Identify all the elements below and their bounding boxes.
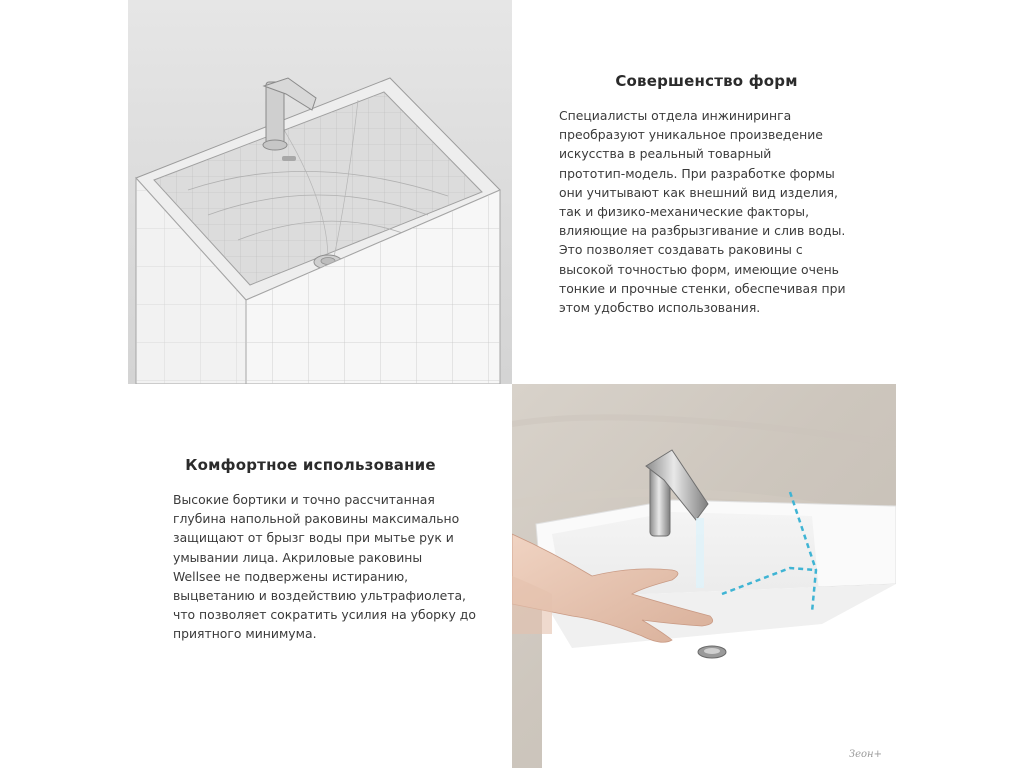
section-forms <box>512 0 896 384</box>
watermark-logo: Зеон+ <box>819 747 888 762</box>
section-forms-title: Совершенство форм <box>615 72 798 90</box>
section-comfort-body: Высокие бортики и точно рассчитанная глубина напольной раковины максимально защищают от брызг воды при мытье рук и умывании лица. Акриловые раковины Wellsee не подвержены истиранию, выцветанию и воздействию ультрафиолета, что позволяет сократить усилия на уборку до приятного минимума. <box>173 492 476 642</box>
section-comfort <box>128 384 512 768</box>
wireframe-basin-image <box>128 0 512 384</box>
basin-hands-photo <box>512 384 896 768</box>
section-comfort-title: Комфортное использование <box>185 456 436 474</box>
section-forms-body: Специалисты отдела инжиниринга преобразуют уникальное произведение искусства в реальный товарный прототип-модель. При разработке формы они учитывают как внешний вид изделия, так и физико-механические факторы, влияющие на разбрызгивание и слив воды. Это позволяет создавать раковины с высокой точностью форм, имеющие очень тонкие и прочные стенки, обеспечивая при этом удобство использования. <box>559 108 846 316</box>
